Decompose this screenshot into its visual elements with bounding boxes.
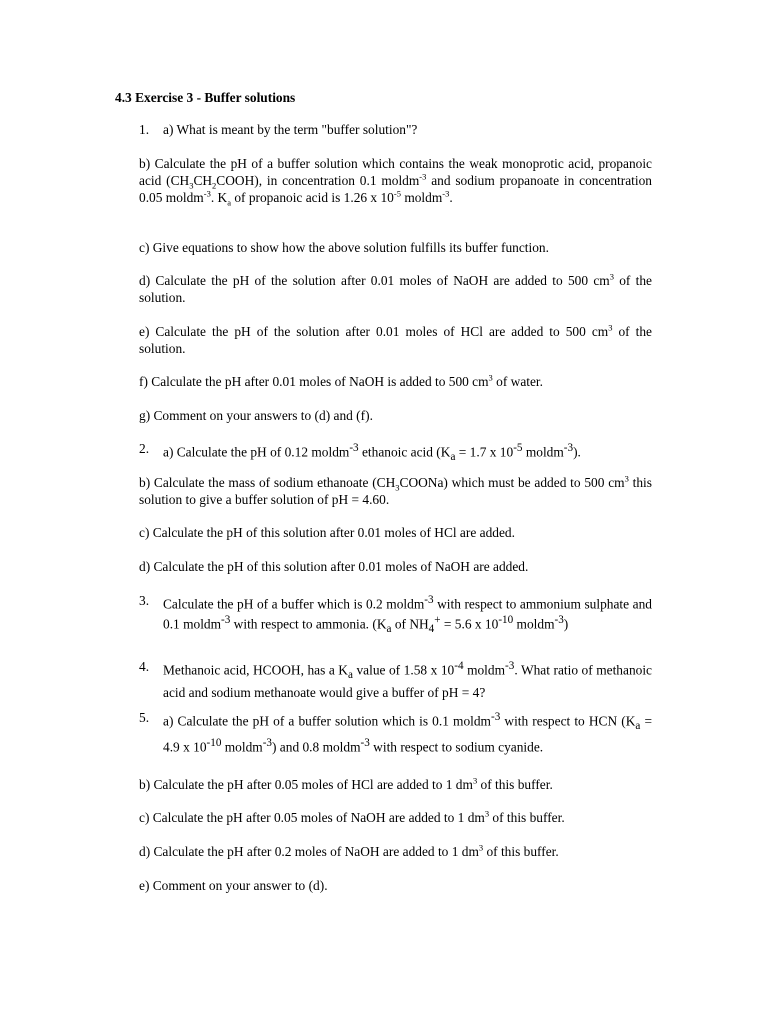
question-3: Calculate the pH of a buffer which is 0.2 moldm$^{-3}$ with respect to ammonium sulphate and 0.1 moldm$^{-3}$ with respect to ammonia. ($K_a$ of $NH_4^+ = 5.6$ x $10^{-10}$ moldm$^{-3}$) (163, 594, 652, 636)
question-5d: d) Calculate the pH after 0.2 moles of NaOH are added to 1 $dm^3$ of this buffer. (139, 842, 559, 859)
question-5-number: 5. (139, 710, 150, 725)
question-1c: c) Give equations to show how the above solution fulfills its buffer function. (139, 240, 549, 255)
page-title: 4.3 Exercise 3 - Buffer solutions (115, 90, 296, 105)
question-4-number: 4. (139, 659, 150, 674)
question-1g: g) Comment on your answers to (d) and (f). (139, 408, 373, 423)
question-1e: e) Calculate the pH of the solution after 0.01 moles of HCl are added to 500 $cm^3$ of the solution. (139, 322, 652, 356)
question-2c: c) Calculate the pH of this solution after 0.01 moles of HCl are added. (139, 525, 515, 540)
question-5e: e) Comment on your answer to (d). (139, 878, 328, 893)
question-4: Methanoic acid, HCOOH, has a $K_a$ value of 1.58 x $10^{-4}$ moldm$^{-3}$. What ratio of methanoic acid and sodium methanoate would give a buffer of pH = 4? (163, 660, 653, 701)
question-1d: d) Calculate the pH of the solution after 0.01 moles of NaOH are added to 500 $cm^3$ of the solution. (139, 271, 652, 305)
question-5a: a) Calculate the pH of a buffer solution which is 0.1 moldm$^{-3}$ with respect to HCN ($K_a = 4.9$ x $10^{-10}$ moldm$^{-3}$) and 0.8 moldm$^{-3}$ with respect to sodium cyanide. (163, 711, 653, 755)
question-2b: b) Calculate the mass of sodium ethanoate $(CH_3COONa)$ which must be added to 500 $cm^3$ this solution to give a buffer solution of pH = 4.60. (139, 473, 652, 507)
question-2-number: 2. (139, 441, 150, 456)
question-5c: c) Calculate the pH after 0.05 moles of NaOH are added to 1 $dm^3$ of this buffer. (139, 808, 565, 825)
question-1b: b) Calculate the pH of a buffer solution which contains the weak monoprotic acid, propanoic acid $(CH_3CH_2COOH)$, in concentration 0.1 moldm$^{-3}$ and sodium propanoate in concentration 0.05 moldm$^{-3}$. $K_a$ of propanoic acid is 1.26 x $10^{-5}$ moldm$^{-3}$. (139, 156, 652, 208)
question-3-number: 3. (139, 593, 150, 608)
question-5b: b) Calculate the pH after 0.05 moles of HCl are added to 1 $dm^3$ of this buffer. (139, 775, 553, 792)
question-2a: a) Calculate the pH of 0.12 moldm$^{-3}$ ethanoic acid ($K_a = 1.7$ x $10^{-5}$ moldm$^{-3}$). (163, 442, 581, 464)
question-2d: d) Calculate the pH of this solution after 0.01 moles of NaOH are added. (139, 559, 529, 574)
question-1f: f) Calculate the pH after 0.01 moles of NaOH is added to 500 $cm^3$ of water. (139, 372, 543, 389)
question-1a: a) What is meant by the term "buffer solution"? (163, 122, 418, 137)
question-1-number: 1. (139, 122, 150, 137)
